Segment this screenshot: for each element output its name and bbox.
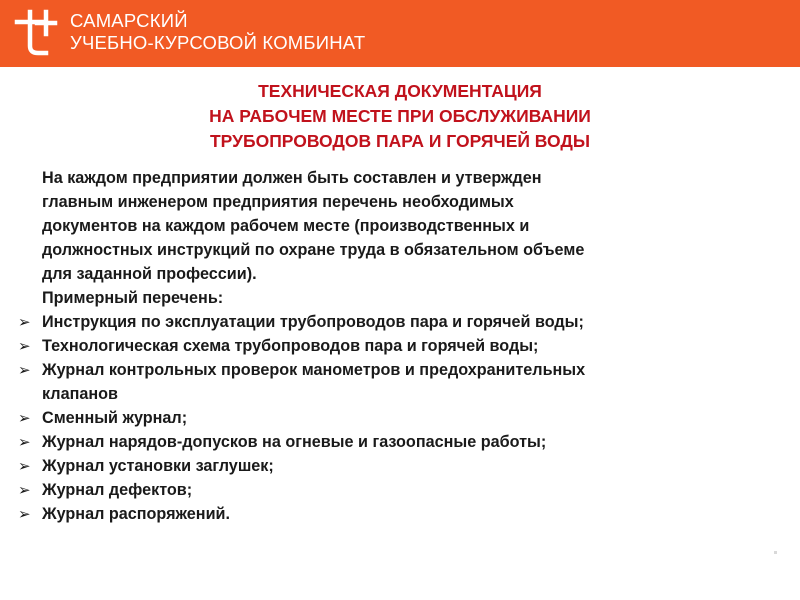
samara-training-center-logo-icon [13,9,61,57]
list-item-text: Инструкция по эксплуатации трубопроводов пара и горячей воды; [42,313,584,331]
brand-name [70,10,365,54]
arrow-bullet-icon: ➢ [18,481,31,499]
list-item-text: Журнал распоряжений. [42,505,230,523]
arrow-bullet-icon: ➢ [18,433,31,451]
list-heading: Примерный перечень: [42,289,224,307]
arrow-bullet-icon: ➢ [18,313,31,331]
header-bar [0,0,800,67]
intro-line-2: главным инженером предприятия перечень необходимых [42,193,514,211]
list-item-text: Журнал установки заглушек; [42,457,274,475]
list-item [18,334,778,358]
list-item [18,406,778,430]
brand-name-line-1: САМАРСКИЙ [70,10,188,31]
slide-corner-dot [774,551,777,554]
intro-line-1: На каждом предприятии должен быть составлен и утвержден [42,169,542,187]
title-line-3: ТРУБОПРОВОДОВ ПАРА И ГОРЯЧЕЙ ВОДЫ [209,131,590,151]
list-item-text: Технологическая схема трубопроводов пара и горячей воды; [42,337,539,355]
list-item-text: Журнал нарядов-допусков на огневые и газоопасные работы; [42,433,547,451]
list-item [18,430,778,454]
list-item-text: Журнал дефектов; [42,481,193,499]
slide-title [0,79,800,154]
list-item [18,358,778,406]
intro-line-5: для заданной профессии). [42,265,257,283]
arrow-bullet-icon: ➢ [18,409,31,427]
intro-line-3: документов на каждом рабочем месте (производственных и [42,217,530,235]
arrow-bullet-icon: ➢ [18,337,31,355]
list-item-text: клапанов [42,385,118,403]
arrow-bullet-icon: ➢ [18,361,31,379]
title-line-2: НА РАБОЧЕМ МЕСТЕ ПРИ ОБСЛУЖИВАНИИ [209,106,591,126]
title-line-1: ТЕХНИЧЕСКАЯ ДОКУМЕНТАЦИЯ [258,81,542,101]
list-item [18,310,778,334]
list-item-text: Журнал контрольных проверок манометров и предохранительных [42,361,586,379]
list-item [18,478,778,502]
intro-paragraph [42,166,762,310]
document-list [18,310,778,526]
list-item [18,454,778,478]
brand-name-line-2: УЧЕБНО-КУРСОВОЙ КОМБИНАТ [70,32,366,53]
list-item [18,502,778,526]
intro-line-4: должностных инструкций по охране труда в обязательном объеме [42,241,585,259]
list-item-text: Сменный журнал; [42,409,188,427]
arrow-bullet-icon: ➢ [18,457,31,475]
arrow-bullet-icon: ➢ [18,505,31,523]
